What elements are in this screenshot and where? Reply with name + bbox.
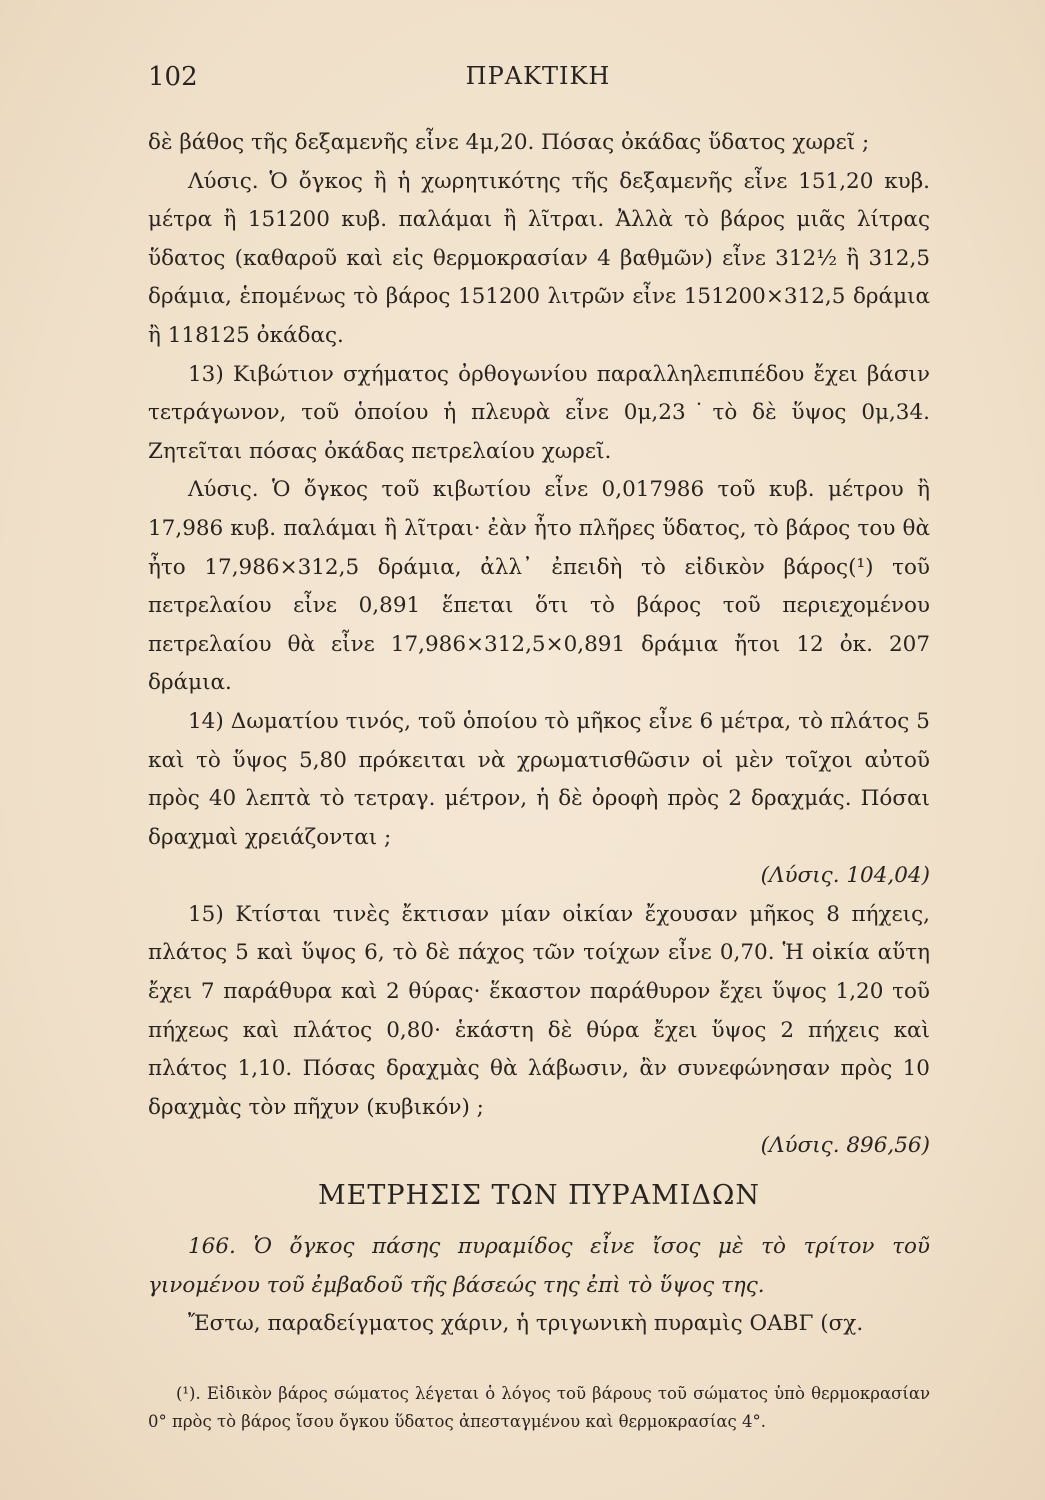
paragraph-start: Ἔστω, παραδείγματος χάριν, ἡ τριγωνικὴ πυραμὶς ΟΑΒΓ (σχ.	[188, 1311, 864, 1337]
solution-paragraph: Λύσις. Ὁ ὄγκος τοῦ κιβωτίου εἶνε 0,017986 τοῦ κυβ. μέτρου ἢ 17,986 κυβ. παλάμαι ἢ λῖτραι· ἐὰν ἦτο πλῆρες ὕδατος, τὸ βάρος του θὰ ἦτο 17,986×312,5 δράμια, ἀλλ᾽ ἐπειδὴ τὸ εἰδικὸν βάρος(¹) τοῦ πετρελαίου εἶνε 0,891 ἕπεται ὅτι τὸ βάρος τοῦ περιεχομένου πετρελαίου θὰ εἶνε 17,986×312,5×0,891 δράμια ἤτοι 12 ὀκ. 207 δράμια.	[148, 477, 930, 696]
answer-line: (Λύσις. 896,56)	[760, 1133, 930, 1159]
answer-line: (Λύσις. 104,04)	[760, 863, 930, 889]
problem-15: 15) Κτίσται τινὲς ἔκτισαν μίαν οἰκίαν ἔχουσαν μῆκος 8 πήχεις, πλάτος 5 καὶ ὕψος 6, τὸ δὲ πάχος τῶν τοίχων εἶνε 0,70. Ἡ οἰκία αὕτη ἔχει 7 παράθυρα καὶ 2 θύρας· ἕκαστον παράθυρον ἔχει ὕψος 1,20 τοῦ πήχεως καὶ πλάτος 0,80· ἑκάστη δὲ θύρα ἔχει ὕψος 2 πήχεις καὶ πλάτος 1,10. Πόσας δραχμὰς θὰ λάβωσιν, ἂν συνεφώνησαν πρὸς 10 δραχμὰς τὸν πῆχυν (κυβικόν) ;	[148, 901, 930, 1120]
footnote-area	[148, 1380, 930, 1436]
problem-14: 14) Δωματίου τινός, τοῦ ὁποίου τὸ μῆκος εἶνε 6 μέτρα, τὸ πλάτος 5 καὶ τὸ ὕψος 5,80 πρόκειται νὰ χρωματισθῶσιν οἱ μὲν τοῖχοι αὐτοῦ πρὸς 40 λεπτὰ τὸ τετραγ. μέτρον, ἡ δὲ ὀροφὴ πρὸς 2 δραχμάς. Πόσαι δραχμαὶ χρειάζονται ;	[148, 708, 930, 850]
paragraph-continuation: δὲ βάθος τῆς δεξαμενῆς εἶνε 4μ,20. Πόσας ὀκάδας ὕδατος χωρεῖ ;	[148, 130, 870, 155]
theorem-166: 166. Ὁ ὄγκος πάσης πυραμίδος εἶνε ἴσος μὲ τὸ τρίτον τοῦ γινομένου τοῦ ἐμβαδοῦ τῆς βάσεώς της ἐπὶ τὸ ὕψος της.	[148, 1234, 930, 1298]
page-number: 102	[148, 62, 198, 92]
body-text	[148, 124, 930, 1344]
running-title: ΠΡΑΚΤΙΚΗ	[465, 62, 611, 90]
footnote-text: (¹). Εἰδικὸν βάρος σώματος λέγεται ὁ λόγος τοῦ βάρους τοῦ σώματος ὑπὸ θερμοκρασίαν 0° πρὸς τὸ βάρος ἴσου ὄγκου ὕδατος ἀπεσταγμένου καὶ θερμοκρασίας 4°.	[148, 1384, 930, 1431]
solution-paragraph: Λύσις. Ὁ ὄγκος ἢ ἡ χωρητικότης τῆς δεξαμενῆς εἶνε 151,20 κυβ. μέτρα ἢ 151200 κυβ. παλάμαι ἢ λῖτραι. Ἀλλὰ τὸ βάρος μιᾶς λίτρας ὕδατος (καθαροῦ καὶ εἰς θερμοκρασίαν 4 βαθμῶν) εἶνε 312½ ἢ 312,5 δράμια, ἑπομένως τὸ βάρος 151200 λιτρῶν εἶνε 151200×312,5 δράμια ἢ 118125 ὀκάδας.	[148, 168, 930, 348]
page-header	[148, 62, 928, 102]
problem-13: 13) Κιβώτιον σχήματος ὀρθογωνίου παραλληλεπιπέδου ἔχει βάσιν τετράγωνον, τοῦ ὁποίου ἡ πλευρὰ εἶνε 0μ,23˙τὸ δὲ ὕψος 0μ,34. Ζητεῖται πόσας ὀκάδας πετρελαίου χωρεῖ.	[148, 361, 930, 464]
section-title: ΜΕΤΡΗΣΙΣ ΤΩΝ ΠΥΡΑΜΙΔΩΝ	[318, 1180, 760, 1212]
